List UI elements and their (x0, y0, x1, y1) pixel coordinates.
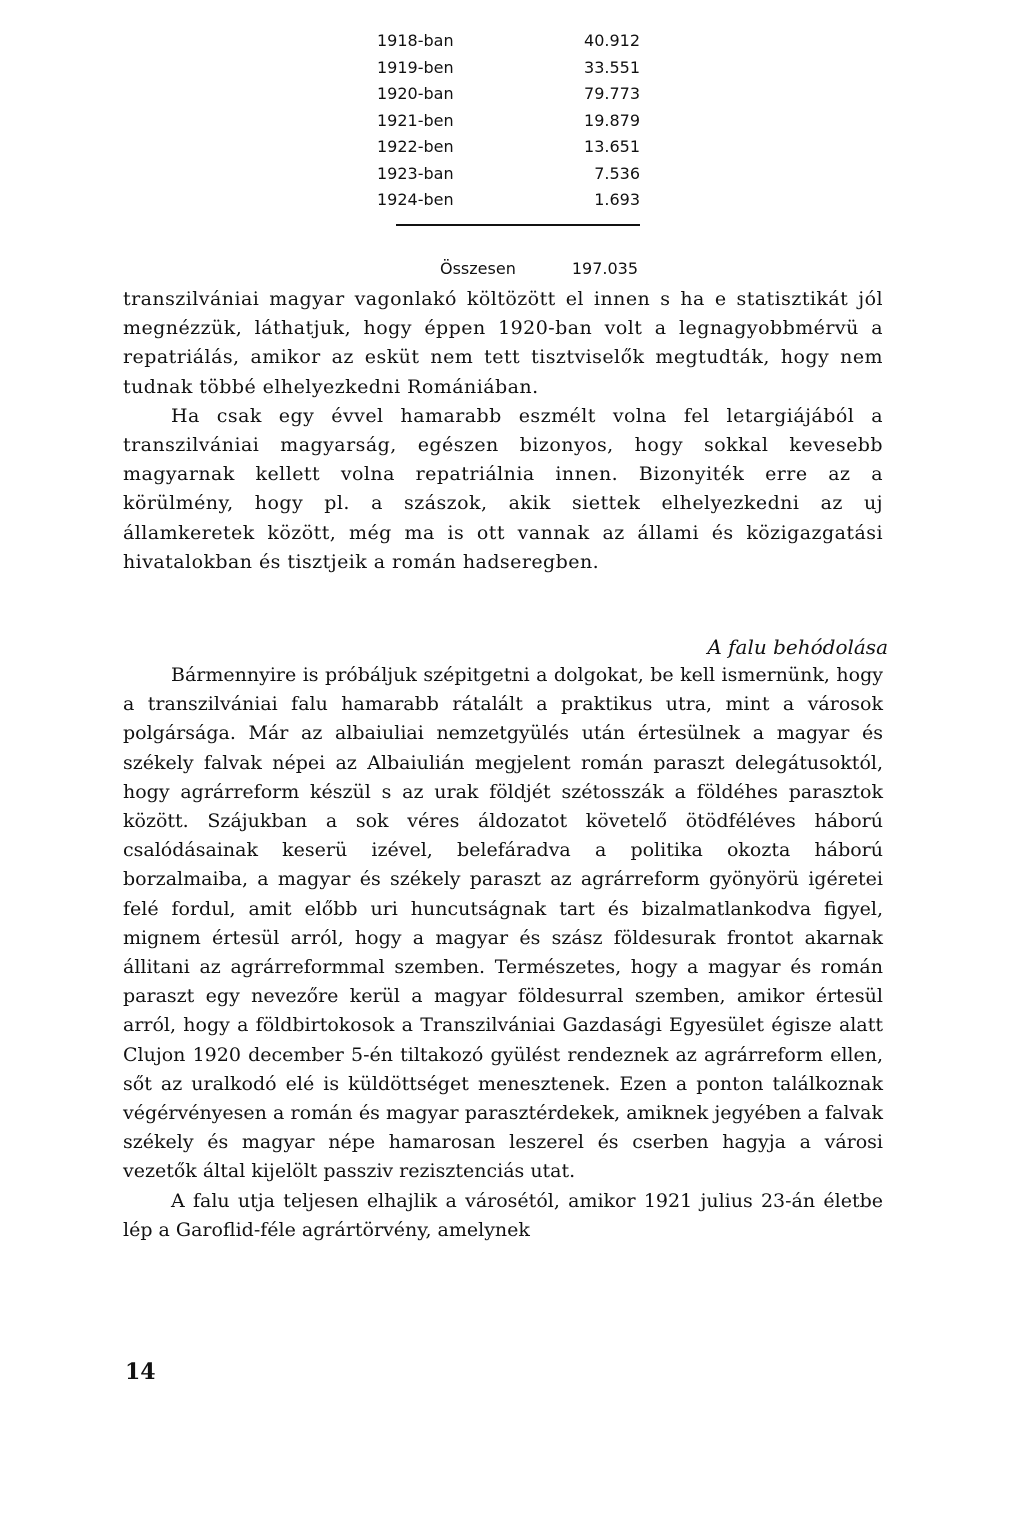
stat-value: 40.912 (584, 31, 640, 50)
paragraph: Bármennyire is próbáljuk szépitgetni a dolgokat, be kell ismernünk, hogy a transzilvániai falu hamarabb rátalált a praktikus utra, mint a városok polgársága. Már az albaiuliai nemzetgyülés után értesülnek a magyar és székely falvak népei az Albaiulián megjelent román paraszt delegátusoktól, hogy agrárreform készül s az urak földjét szétosszák a földéhes parasztok között. Szájukban a sok véres áldozatot követelő ötödféléves háború csalódásainak keserü izével, belefáradva a politika okozta háború borzalmaiba, a magyar és székely paraszt az agrárreform gyönyörü igéretei felé fordul, amit előbb uri huncutságnak tart és bizalmatlankodva figyel, mignem értesül arról, hogy a magyar és szász földesurak frontot akarnak állitani az agrárreformmal szemben. Természetes, hogy a magyar és román paraszt egy nevezőre kerül a magyar földesurral szemben, amikor értesül arról, hogy a földbirtokosok a Transzilvániai Gazdasági Egyesület égisze alatt Clujon 1920 december 5-én tiltakozó gyülést rendeznek az agrárreform ellen, sőt az uralkodó elé is küldöttséget menesztenek. Ezen a ponton találkoznak végérvényesen a román és magyar parasztérdekek, amiknek jegyében a falvak székely és magyar népe hamarosan leszerel és cserben hagyja a városi vezetők által kijelölt passziv rezisztenciás utat. (123, 664, 883, 1183)
stat-row (360, 108, 660, 135)
total-value: 197.035 (571, 259, 638, 278)
stat-year: 1923-ban (377, 163, 454, 183)
body-text-section (123, 661, 883, 1245)
stat-row (360, 161, 660, 188)
stat-year: 1918-ban (377, 31, 454, 50)
stat-row (360, 55, 660, 82)
stat-year: 1919-ben (377, 57, 454, 77)
body-text-top (123, 285, 883, 577)
paragraph: transzilvániai magyar vagonlakó költözött el innen s ha e statisztikát jól megnézzük, láthatjuk, hogy éppen 1920-ban volt a legnagyobbmérvü a repatriálás, amikor az esküt nem tett tisztviselők megtudták, hogy nem tudnak többé elhelyezkedni Romániában. (123, 288, 883, 398)
stat-value: 19.879 (584, 110, 640, 130)
stat-row (360, 187, 660, 214)
stat-value: 79.773 (584, 84, 640, 103)
stat-year: 1924-ben (377, 190, 454, 209)
stat-year: 1922-ben (377, 137, 454, 156)
repatriation-statistics-table (360, 28, 660, 278)
stat-row (360, 28, 660, 55)
stat-row (360, 134, 660, 161)
stat-value: 1.693 (594, 190, 640, 209)
stat-year: 1921-ben (377, 110, 454, 130)
section-heading: A falu behódolása (707, 635, 888, 659)
paragraph: A falu utja teljesen elhajlik a városétól, amikor 1921 julius 23-án életbe lép a Garoflid-féle agrártörvény, amelynek (123, 1189, 883, 1241)
paragraph: Ha csak egy évvel hamarabb eszmélt volna fel letargiájából a transzilvániai magyarság, egészen bizonyos, hogy sokkal kevesebb magyarnak kellett volna repatriálnia innen. Bizonyiték erre az a körülmény, hogy pl. a szászok, akik siettek elhelyezkedni az uj államkeretek között, még ma is ott vannak az állami és közigazgatási hivatalokban és tisztjeik a román hadseregben. (123, 404, 883, 573)
stat-year: 1920-ban (377, 84, 454, 103)
total-label: Összesen (440, 259, 516, 278)
stat-value: 33.551 (584, 57, 640, 77)
total-row (360, 256, 660, 282)
page-number: 14 (125, 1359, 156, 1385)
total-divider (396, 224, 640, 226)
stat-value: 13.651 (584, 137, 640, 156)
stat-value: 7.536 (594, 163, 640, 183)
stat-row (360, 81, 660, 108)
